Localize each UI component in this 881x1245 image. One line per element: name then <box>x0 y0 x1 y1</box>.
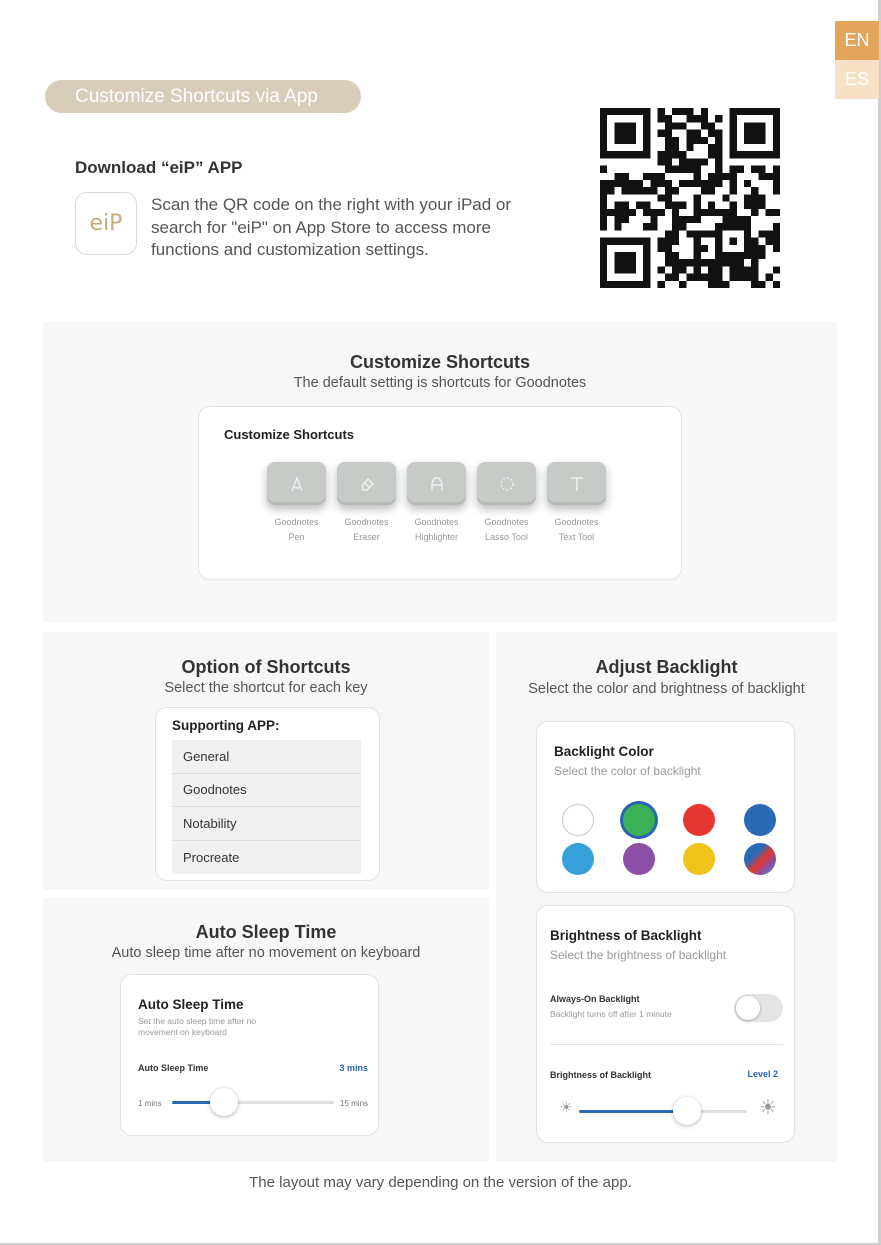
auto-sleep-slider-knob[interactable] <box>210 1088 238 1116</box>
sun-large-icon: ☀ <box>759 1097 777 1119</box>
color-swatch-purple[interactable] <box>623 843 655 875</box>
customize-shortcuts-title: Customize Shortcuts <box>349 352 531 372</box>
key-tool-label: Text Tool <box>558 531 595 542</box>
section-header-pill: Customize Shortcuts via App <box>45 80 361 113</box>
sun-small-icon: ☀ <box>560 1099 573 1115</box>
app-icon-text: eiP <box>89 211 123 236</box>
backlight-color-subtitle: Select the color of backlight <box>554 764 701 778</box>
color-swatch-green[interactable] <box>623 804 655 836</box>
key-app-label: Goodnotes <box>274 517 319 527</box>
customize-shortcuts-section <box>43 322 837 622</box>
brightness-slider-knob[interactable] <box>673 1097 701 1125</box>
key-tool-label: Eraser <box>353 531 380 542</box>
adjust-backlight-section <box>496 632 837 1162</box>
toggle-knob <box>736 996 760 1020</box>
pen-icon <box>267 462 326 505</box>
auto-sleep-section <box>43 898 489 1162</box>
option-shortcuts-section <box>43 632 489 890</box>
download-description: Scan the QR code on the right with your iPad or search for "eiP" on App Store to access more functions and customization settings. <box>151 195 512 259</box>
slider-max-label: 15 mins <box>340 1099 369 1108</box>
brightness-level-label: Brightness of Backlight <box>550 1070 652 1080</box>
key-tool-label: Highlighter <box>414 531 458 542</box>
adjust-backlight-subtitle: Select the color and brightness of backlight <box>528 681 805 697</box>
shortcut-key-eraser[interactable] <box>337 462 396 544</box>
brightness-level-value: Level 2 <box>747 1069 778 1079</box>
auto-sleep-subtitle: Auto sleep time after no movement on keyboard <box>111 945 421 961</box>
shortcut-key-highlighter[interactable] <box>407 462 466 544</box>
footer-note: The layout may vary depending on the version of the app. <box>249 1174 632 1191</box>
color-swatch-red[interactable] <box>683 804 715 836</box>
divider <box>550 1044 783 1045</box>
always-on-description: Backlight turns off after 1 minute <box>550 1009 672 1019</box>
key-tool-label: Pen <box>288 531 305 542</box>
supporting-app-list <box>172 740 361 874</box>
language-tab-es[interactable]: ES <box>835 60 879 99</box>
brightness-title: Brightness of Backlight <box>550 928 702 943</box>
brightness-slider[interactable] <box>579 1110 747 1113</box>
brightness-slider-fill <box>579 1110 687 1113</box>
language-tab-en[interactable]: EN <box>835 21 879 60</box>
color-swatch-gradient[interactable] <box>744 843 776 875</box>
always-on-label: Always-On Backlight <box>550 994 640 1004</box>
always-on-toggle[interactable] <box>734 994 783 1022</box>
customize-card-title: Customize Shortcuts <box>224 427 355 442</box>
brightness-subtitle: Select the brightness of backlight <box>550 948 727 962</box>
auto-sleep-card-title: Auto Sleep Time <box>138 997 244 1012</box>
slider-min-label: 1 mins <box>138 1099 162 1108</box>
text-icon <box>547 462 606 505</box>
key-app-label: Goodnotes <box>484 517 529 527</box>
color-swatch-blue[interactable] <box>744 804 776 836</box>
customize-shortcuts-card <box>198 406 682 580</box>
backlight-color-title: Backlight Color <box>554 744 654 759</box>
supporting-app-title: Supporting APP: <box>172 718 280 733</box>
key-app-label: Goodnotes <box>414 517 459 527</box>
auto-sleep-slider[interactable] <box>172 1101 334 1104</box>
auto-sleep-label: Auto Sleep Time <box>138 1063 209 1073</box>
supporting-app-card <box>155 707 380 881</box>
shortcut-key-lasso[interactable] <box>477 462 536 544</box>
color-swatch-light-blue[interactable] <box>562 843 594 875</box>
auto-sleep-value: 3 mins <box>339 1063 368 1073</box>
lasso-icon <box>477 462 536 505</box>
key-app-label: Goodnotes <box>554 517 599 527</box>
eip-app-icon <box>75 192 137 255</box>
qr-code <box>600 108 780 288</box>
auto-sleep-card-subtitle: Set the auto sleep time after no movement on keyboard <box>138 1016 257 1037</box>
color-swatch-white[interactable] <box>562 804 594 836</box>
app-option-procreate[interactable]: Procreate <box>172 841 361 875</box>
app-option-goodnotes[interactable]: Goodnotes <box>172 774 361 808</box>
app-option-notability[interactable]: Notability <box>172 807 361 841</box>
color-swatch-yellow[interactable] <box>683 843 715 875</box>
shortcut-keys <box>267 462 606 544</box>
backlight-color-card <box>536 721 795 893</box>
key-app-label: Goodnotes <box>344 517 389 527</box>
adjust-backlight-title: Adjust Backlight <box>595 657 738 677</box>
shortcut-key-pen[interactable] <box>267 462 326 544</box>
app-option-general[interactable]: General <box>172 740 361 774</box>
shortcut-key-text[interactable] <box>547 462 606 544</box>
key-tool-label: Lasso Tool <box>485 531 528 542</box>
customize-shortcuts-subtitle: The default setting is shortcuts for Goodnotes <box>293 375 587 391</box>
auto-sleep-title: Auto Sleep Time <box>195 922 337 942</box>
eraser-icon <box>337 462 396 505</box>
highlighter-icon <box>407 462 466 505</box>
auto-sleep-card <box>120 974 379 1136</box>
brightness-card <box>536 905 795 1143</box>
option-shortcuts-subtitle: Select the shortcut for each key <box>164 680 368 696</box>
download-title: Download “eiP” APP <box>75 158 243 177</box>
option-shortcuts-title: Option of Shortcuts <box>181 657 351 677</box>
